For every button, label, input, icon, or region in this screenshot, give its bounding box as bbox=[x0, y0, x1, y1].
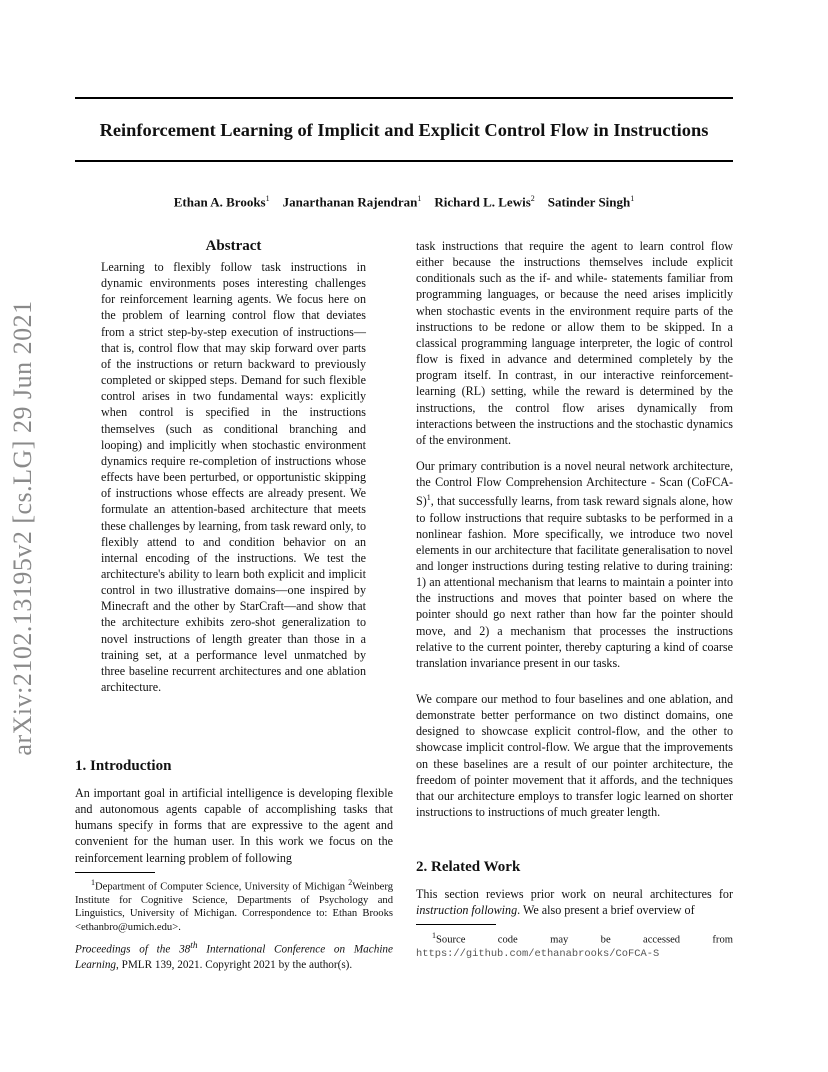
author-list bbox=[75, 190, 733, 211]
proceedings-suffix: , PMLR 139, 2021. Copyright 2021 by the author(s). bbox=[116, 959, 353, 972]
footnote-mark: 1 bbox=[426, 493, 431, 503]
proceedings-prefix: Proceedings of the 38 bbox=[75, 943, 191, 956]
source-code-link[interactable]: https://github.com/ethanabrooks/CoFCA-S bbox=[416, 947, 660, 960]
proceedings-ordinal: th bbox=[190, 941, 198, 951]
related-work-paragraph bbox=[416, 886, 733, 918]
intro-heading: 1. Introduction bbox=[75, 758, 172, 774]
title-bottom-rule bbox=[75, 160, 733, 162]
footnote-mark: 1 bbox=[432, 931, 436, 940]
right-paragraph-3: We compare our method to four baselines and one ablation, and demonstrate better performance on two distinct domains, one designed to showcase explicit control-flow, and the other to showcase implicit control-flow. We argue that the improvements on these baselines are a result of our pointer architecture, the freedom of pointer movement that it affords, and the techniques that our architecture employs to transfer logic learned on shorter instructions to instructions of much greater length. bbox=[416, 692, 733, 820]
footnote-affiliation-2: Weinberg Institute for Cognitive Science, Departments of Psychology and Linguistics, University of Michigan. Correspondence to: Ethan Brooks <ethanbro@umich.edu>. bbox=[75, 881, 394, 933]
affiliation-footnote bbox=[75, 876, 393, 934]
related-emphasis: instruction following bbox=[416, 903, 518, 918]
author-name: Ethan A. Brooks bbox=[173, 194, 266, 210]
footnote-text: Source code may be accessed from bbox=[436, 934, 733, 946]
top-rule bbox=[75, 97, 733, 99]
author-affiliation: 1 bbox=[265, 194, 270, 203]
proceedings-note bbox=[75, 939, 393, 974]
footnote-rule bbox=[75, 872, 155, 873]
abstract-text: Learning to flexibly follow task instructions in dynamic environments poses interesting challenges for reinforcement learning agents. We focus here on the problem of learning control flow that deviates from a strict step-by-step execution of instructions—that is, control flow that may skip forward over parts of the instructions or return backward to previously completed or skipped steps. Demand for such flexible control arises in two fundamental ways: explicitly when control is specified in the instructions themselves (such as conditional branching and looping) and implicitly when stochastic environment dynamics require re-completion of instructions whose effects have been perturbed, or opportunistic skipping of instructions whose effects are already present. We formulate an attention-based architecture that meets these challenges by learning, from task reward only, to flexibly attend to and condition behavior on an internal encoding of the instructions. We test the architecture's ability to learn both explicit and implicit control in two illustrative domains—one inspired by Minecraft and the other by StarCraft—and show that the architecture exhibits zero-shot generalization to novel instructions of length greater than those in a training set, at a performance level unmatched by three baseline recurrent architectures and one ablation architecture. bbox=[101, 260, 366, 695]
abstract-heading: Abstract bbox=[205, 238, 262, 254]
author-name: Satinder Singh bbox=[547, 194, 631, 210]
source-code-footnote bbox=[416, 929, 733, 961]
contribution-text: Our primary contribution is a novel neural network architecture, the Control Flow Comprehension Architecture - Scan (CoFCA-S) bbox=[416, 459, 733, 509]
footnote-mark: 2 bbox=[348, 878, 353, 887]
contribution-text-cont: , that successfully learns, from task reward signals alone, how to follow instructions that require subtasks to be performed in a nonlinear fashion. More specifically, we introduce two novel elements in our architecture that facilitate generalisation to novel and longer instructions during testing relative to during training: 1) an attentional mechanism that learns to maintain a pointer into the instructions and moves that pointer based on where the pointer should go next rather than how far the pointer should move, and 2) a mechanism that processes the instructions relative to the current pointer, thereby capturing a kind of coarse translation invariance present in our tasks. bbox=[416, 494, 733, 670]
author-name: Janarthanan Rajendran bbox=[282, 194, 418, 210]
right-paragraph-2 bbox=[416, 458, 733, 671]
author-affiliation: 1 bbox=[630, 194, 635, 203]
right-paragraph-1: task instructions that require the agent to learn control flow either because the instructions themselves include explicit conditionals such as the if- and while- statements familiar from programming languages, or because the need arises implicitly when stochastic events in the environment require parts of the instructions to be redone or allow them to be skipped. In a classical programming language interpreter, the logic of control flow is fixed in advance and determined completely by the program itself. In contrast, in our interactive reinforcement-learning (RL) setting, while the reward is determined by the instructions, the control flow arises dynamically from interactions between the instructions and the stochastic dynamics of the environment. bbox=[416, 239, 733, 447]
author-affiliation: 2 bbox=[530, 194, 535, 203]
arxiv-stamp: arXiv:2102.13195v2 [cs.LG] 29 Jun 2021 bbox=[8, 300, 37, 756]
footnote-mark: 1 bbox=[91, 878, 95, 887]
author-affiliation: 1 bbox=[417, 194, 422, 203]
footnote-affiliation-1: Department of Computer Science, University of Michigan bbox=[95, 881, 346, 893]
author-name: Richard L. Lewis bbox=[434, 194, 531, 210]
footnote-rule-right bbox=[416, 924, 496, 925]
related-text: This section reviews prior work on neural architectures for bbox=[416, 887, 733, 901]
paper-title: Reinforcement Learning of Implicit and Explicit Control Flow in Instructions bbox=[99, 120, 709, 140]
related-work-heading: 2. Related Work bbox=[416, 859, 521, 875]
related-text-cont: . We also present a brief overview of bbox=[517, 903, 695, 918]
proceedings-conference: International Conference on Machine Learning bbox=[75, 943, 393, 972]
intro-paragraph: An important goal in artificial intelligence is developing flexible and autonomous agents capable of accomplishing tasks that humans specify in forms that are expressive to the agent and convenient for the human user. In this work we focus on the reinforcement learning problem of following bbox=[75, 786, 393, 865]
